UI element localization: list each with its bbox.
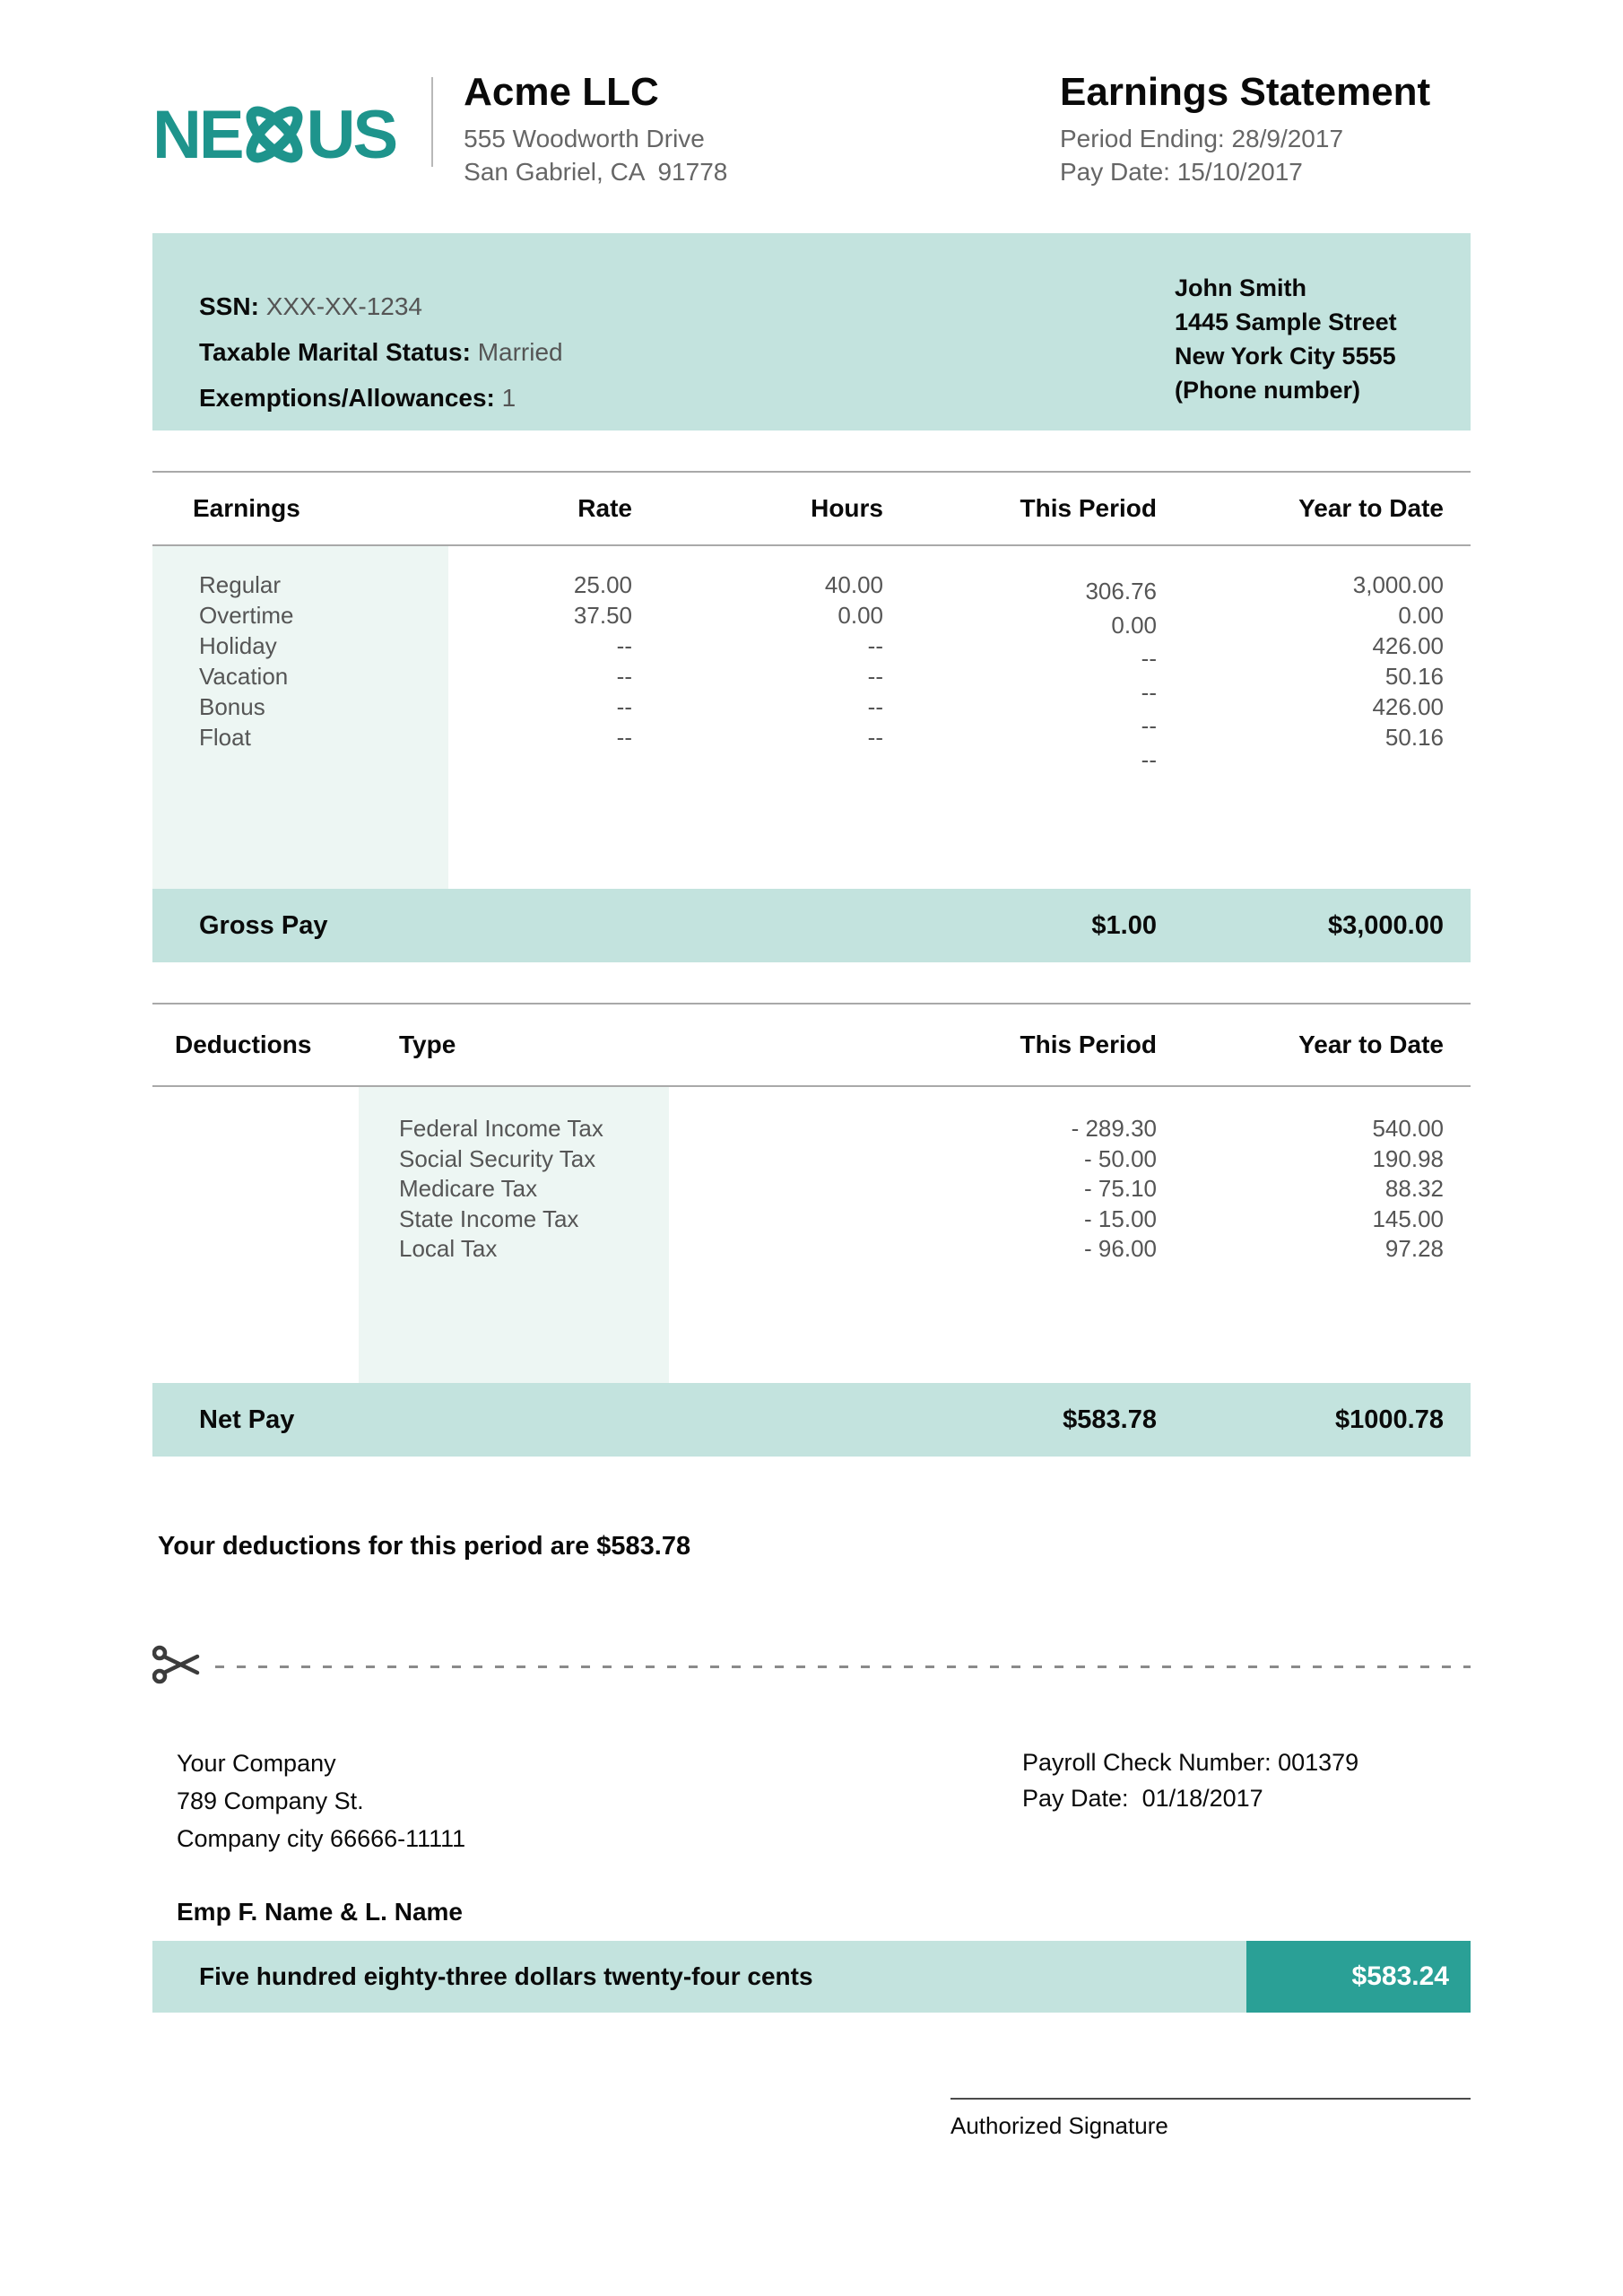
deduction-this-period: - 289.30 bbox=[1071, 1115, 1157, 1142]
rate-value: -- bbox=[616, 632, 632, 659]
payer-company-name: Your Company bbox=[177, 1750, 336, 1777]
logo-text-right: US bbox=[306, 97, 396, 173]
check-info-section bbox=[152, 1744, 1471, 1857]
earnings-table-header bbox=[152, 471, 1471, 546]
page-title: Earnings Statement bbox=[1060, 70, 1431, 114]
exemptions-value: 1 bbox=[501, 384, 516, 412]
earnings-row-label: Holiday bbox=[199, 632, 277, 659]
company-address-line2: San Gabriel, CA 91778 bbox=[464, 158, 728, 186]
deduction-this-period: - 15.00 bbox=[1084, 1205, 1157, 1232]
employee-address-block bbox=[1175, 233, 1471, 430]
employee-address-line2: New York City 5555 bbox=[1175, 343, 1396, 370]
ytd-value: 50.16 bbox=[1384, 724, 1444, 751]
earnings-row-label: Overtime bbox=[199, 602, 294, 629]
rate-value: 37.50 bbox=[573, 602, 632, 629]
deductions-header-this-period: This Period bbox=[1020, 1031, 1157, 1058]
deduction-type: Federal Income Tax bbox=[399, 1115, 603, 1142]
earnings-row-label: Float bbox=[199, 724, 251, 751]
company-block bbox=[464, 70, 727, 188]
deductions-header-deductions: Deductions bbox=[175, 1031, 312, 1058]
this-period-value: -- bbox=[1141, 645, 1157, 672]
hours-value: -- bbox=[867, 663, 883, 690]
deductions-table-body bbox=[152, 1087, 1471, 1383]
deductions-spacer-column bbox=[152, 1087, 359, 1383]
deductions-header-type: Type bbox=[399, 1031, 456, 1058]
marital-status-row bbox=[199, 329, 1175, 375]
hours-value: -- bbox=[867, 724, 883, 751]
gross-pay-ytd: $3,000.00 bbox=[1327, 910, 1444, 940]
logo-text-left: NE bbox=[152, 97, 242, 173]
employee-info-band bbox=[152, 233, 1471, 430]
period-ending: Period Ending: 28/9/2017 bbox=[1060, 125, 1344, 152]
amount-in-words: Five hundred eighty-three dollars twenty-four cents bbox=[152, 1941, 1246, 2013]
deduction-this-period: - 96.00 bbox=[1084, 1235, 1157, 1262]
document-header bbox=[152, 70, 1471, 188]
deductions-this-period-column bbox=[870, 1087, 1157, 1383]
deduction-ytd: 190.98 bbox=[1372, 1144, 1444, 1172]
deductions-table-header bbox=[152, 1003, 1471, 1087]
earnings-name-column bbox=[152, 546, 448, 889]
deduction-ytd: 145.00 bbox=[1372, 1205, 1444, 1232]
pay-date: Pay Date: 15/10/2017 bbox=[1060, 158, 1303, 186]
ssn-row bbox=[199, 283, 1175, 329]
company-address-line1: 555 Woodworth Drive bbox=[464, 125, 705, 152]
employee-phone: (Phone number) bbox=[1175, 377, 1360, 404]
amount-numeric: $583.24 bbox=[1246, 1941, 1471, 2013]
payer-company-city: Company city 66666-11111 bbox=[177, 1825, 466, 1852]
statement-title-block bbox=[1060, 70, 1471, 188]
deductions-header-ytd: Year to Date bbox=[1298, 1031, 1444, 1058]
authorized-signature-label: Authorized Signature bbox=[950, 2112, 1168, 2139]
this-period-value: -- bbox=[1141, 712, 1157, 739]
marital-status-value: Married bbox=[477, 338, 563, 366]
hours-value: 0.00 bbox=[838, 602, 883, 629]
rate-value: -- bbox=[616, 663, 632, 690]
ytd-value: 426.00 bbox=[1372, 632, 1444, 659]
net-pay-ytd: $1000.78 bbox=[1335, 1405, 1444, 1434]
rate-value: 25.00 bbox=[573, 571, 632, 598]
this-period-value: 306.76 bbox=[1085, 578, 1157, 604]
earnings-table-body bbox=[152, 546, 1471, 889]
ytd-value: 0.00 bbox=[1398, 602, 1444, 629]
earnings-this-period-column bbox=[883, 546, 1157, 889]
check-pay-date: Pay Date: 01/18/2017 bbox=[1022, 1785, 1263, 1812]
hours-value: 40.00 bbox=[824, 571, 883, 598]
ytd-value: 50.16 bbox=[1384, 663, 1444, 690]
gross-pay-this-period: $1.00 bbox=[1091, 910, 1157, 940]
rate-value: -- bbox=[616, 693, 632, 720]
gross-pay-label: Gross Pay bbox=[199, 910, 328, 940]
exemptions-label: Exemptions/Allowances: bbox=[199, 384, 495, 412]
signature-area bbox=[950, 2098, 1471, 2140]
earnings-ytd-column bbox=[1157, 546, 1444, 889]
check-number-block bbox=[1022, 1744, 1471, 1857]
deduction-type: Local Tax bbox=[399, 1235, 498, 1262]
exemptions-row bbox=[199, 375, 1175, 421]
earnings-header-earnings: Earnings bbox=[193, 494, 300, 522]
marital-status-label: Taxable Marital Status: bbox=[199, 338, 471, 366]
earnings-header-hours: Hours bbox=[811, 494, 883, 522]
deduction-type: Social Security Tax bbox=[399, 1144, 596, 1172]
deduction-type: State Income Tax bbox=[399, 1205, 579, 1232]
ssn-value: XXX-XX-1234 bbox=[265, 292, 423, 320]
header-divider bbox=[431, 77, 433, 167]
payroll-check-number: Payroll Check Number: 001379 bbox=[1022, 1749, 1359, 1776]
employee-address-line1: 1445 Sample Street bbox=[1175, 309, 1397, 335]
deduction-this-period: - 50.00 bbox=[1084, 1144, 1157, 1172]
deductions-ytd-column bbox=[1157, 1087, 1444, 1383]
deduction-ytd: 88.32 bbox=[1384, 1175, 1444, 1202]
earnings-header-rate: Rate bbox=[577, 494, 632, 522]
nexus-logo bbox=[152, 86, 395, 184]
check-amount-banner bbox=[152, 1941, 1471, 2013]
dashed-line bbox=[215, 1665, 1471, 1668]
ytd-value: 426.00 bbox=[1372, 693, 1444, 720]
hours-value: -- bbox=[867, 632, 883, 659]
net-pay-this-period: $583.78 bbox=[1063, 1405, 1157, 1434]
earnings-row-label: Regular bbox=[199, 571, 282, 598]
payer-company-street: 789 Company St. bbox=[177, 1787, 364, 1814]
employee-name: John Smith bbox=[1175, 274, 1306, 301]
gross-pay-row bbox=[152, 889, 1471, 962]
earnings-row-label: Vacation bbox=[199, 663, 289, 690]
deduction-type: Medicare Tax bbox=[399, 1175, 538, 1202]
chain-link-x-icon bbox=[228, 88, 321, 186]
earnings-header-this-period: This Period bbox=[1020, 494, 1157, 522]
ytd-value: 3,000.00 bbox=[1352, 571, 1444, 598]
this-period-value: -- bbox=[1141, 678, 1157, 706]
deductions-type-column bbox=[359, 1087, 669, 1383]
net-pay-label: Net Pay bbox=[199, 1405, 295, 1434]
earnings-rate-column bbox=[448, 546, 632, 889]
deduction-ytd: 97.28 bbox=[1384, 1235, 1444, 1262]
hours-value: -- bbox=[867, 693, 883, 720]
net-pay-row bbox=[152, 1383, 1471, 1457]
this-period-value: 0.00 bbox=[1111, 611, 1157, 639]
earnings-hours-column bbox=[632, 546, 883, 889]
rate-value: -- bbox=[616, 724, 632, 751]
ssn-label: SSN: bbox=[199, 292, 259, 320]
check-employee-name: Emp F. Name & L. Name bbox=[177, 1898, 463, 1926]
earnings-table bbox=[152, 471, 1471, 962]
this-period-value: -- bbox=[1141, 745, 1157, 773]
deduction-ytd: 540.00 bbox=[1372, 1115, 1444, 1142]
company-name: Acme LLC bbox=[464, 70, 659, 114]
earnings-header-ytd: Year to Date bbox=[1298, 494, 1444, 522]
deduction-this-period: - 75.10 bbox=[1084, 1175, 1157, 1202]
deductions-table bbox=[152, 1003, 1471, 1457]
cut-here-divider bbox=[152, 1647, 1471, 1686]
scissors-icon bbox=[152, 1645, 203, 1689]
earnings-row-label: Bonus bbox=[199, 693, 265, 720]
deductions-summary-text: Your deductions for this period are $583.78 bbox=[158, 1532, 691, 1561]
payer-company-block bbox=[177, 1744, 465, 1857]
